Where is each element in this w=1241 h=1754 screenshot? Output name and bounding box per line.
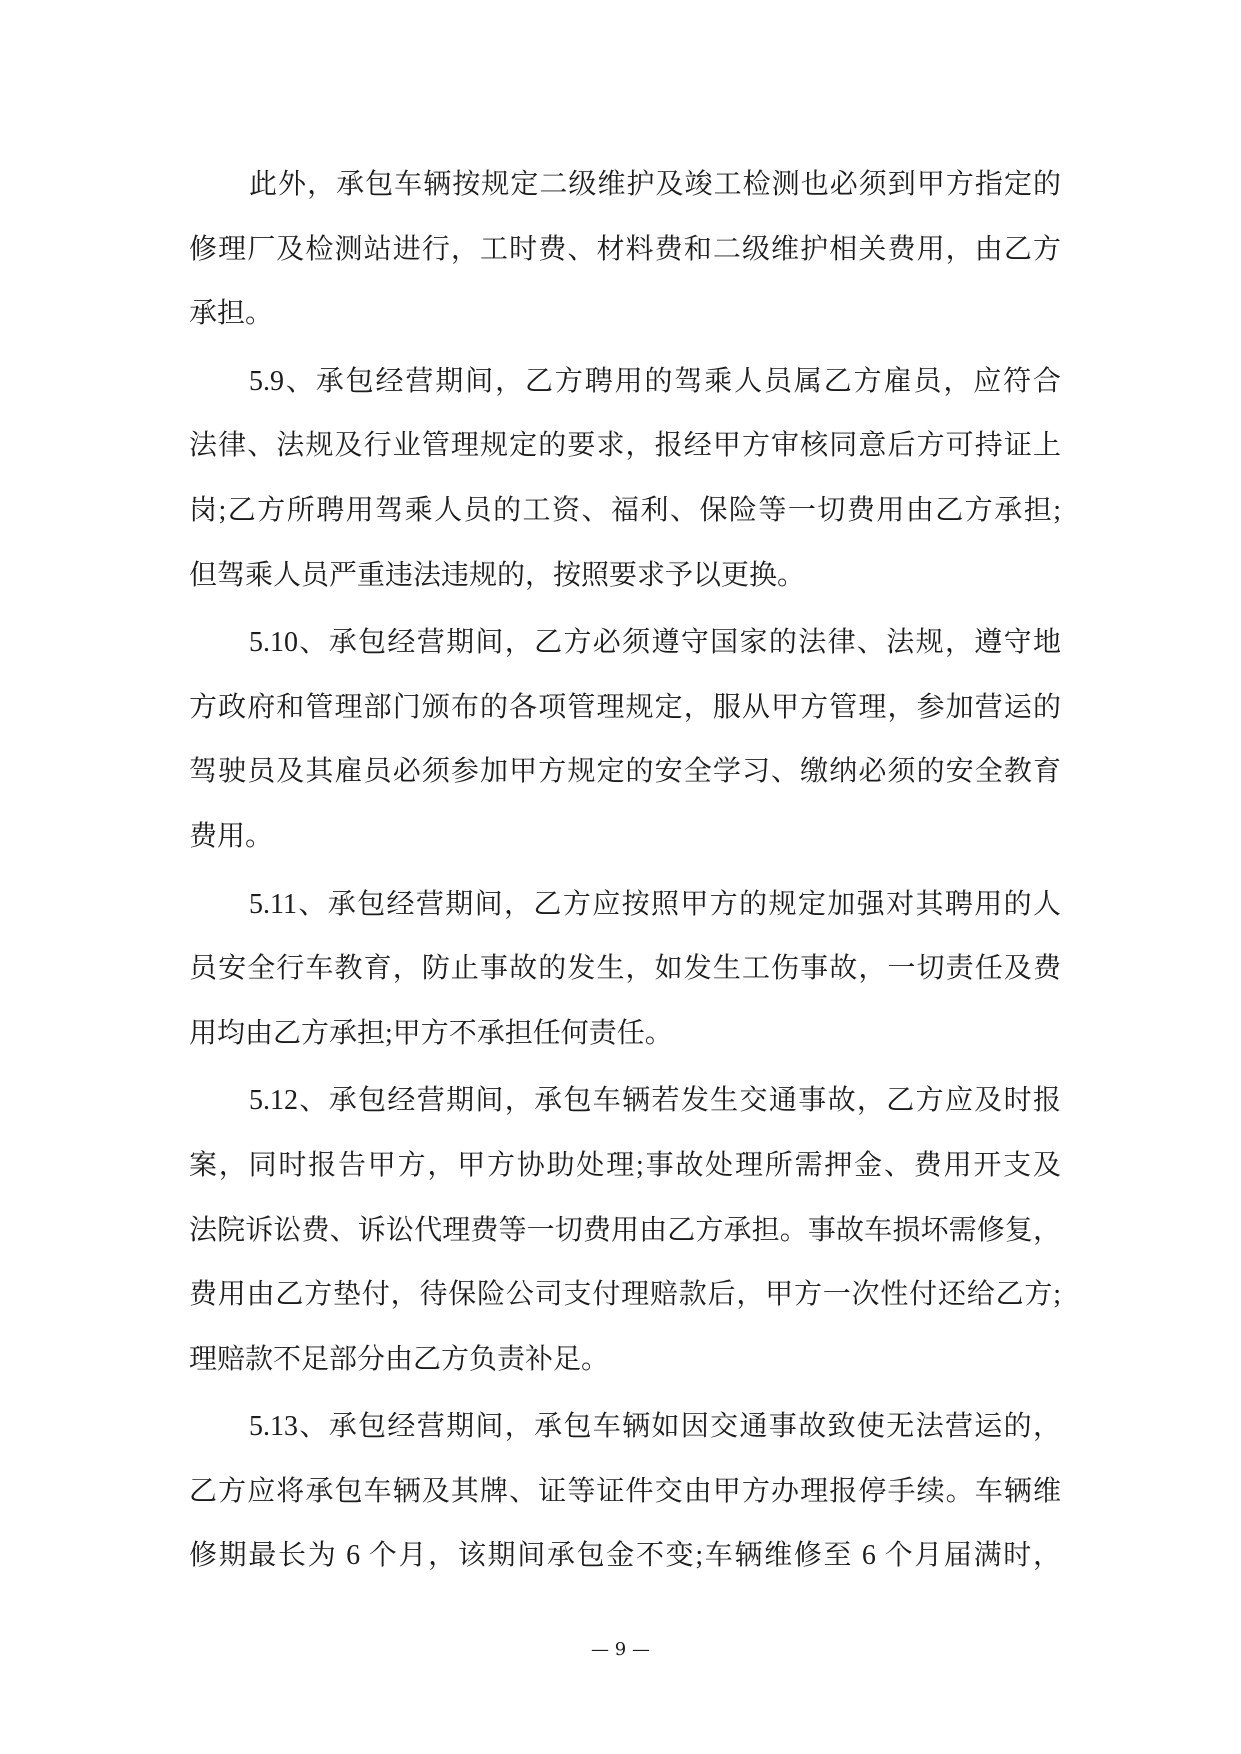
- text-line: 案，同时报告甲方，甲方协助处理;事故处理所需押金、费用开支及: [189, 1149, 1061, 1181]
- text-line: 5.9、承包经营期间，乙方聘用的驾乘人员属乙方雇员，应符合: [249, 365, 1061, 397]
- text-line: 岗;乙方所聘用驾乘人员的工资、福利、保险等一切费用由乙方承担;: [189, 494, 1061, 526]
- clause-5-12: [189, 1069, 1061, 1392]
- clause-5-13: [189, 1395, 1061, 1589]
- text-line: 费用由乙方垫付，待保险公司支付理赔款后，甲方一次性付还给乙方;: [189, 1279, 1061, 1311]
- text-line: 乙方应将承包车辆及其牌、证等证件交由甲方办理报停手续。车辆维: [189, 1475, 1061, 1507]
- text-line: 理赔款不足部分由乙方负责补足。: [189, 1343, 610, 1375]
- clause-5-11: [189, 873, 1061, 1067]
- text-line: 但驾乘人员严重违法违规的，按照要求予以更换。: [189, 559, 806, 591]
- text-line: 方政府和管理部门颁布的各项管理规定，服从甲方管理，参加营运的: [189, 691, 1061, 723]
- text-line: 员安全行车教育，防止事故的发生，如发生工伤事故，一切责任及费: [189, 953, 1061, 985]
- text-line: 费用。: [189, 820, 274, 852]
- clause-5-9: [189, 350, 1061, 608]
- text-line: 此外，承包车辆按规定二级维护及竣工检测也必须到甲方指定的: [249, 169, 1061, 200]
- text-line: 5.12、承包经营期间，承包车辆若发生交通事故，乙方应及时报: [249, 1085, 1061, 1117]
- clause-5-10: [189, 611, 1061, 869]
- text-line: 驾驶员及其雇员必须参加甲方规定的安全学习、缴纳必须的安全教育: [189, 756, 1061, 788]
- text-line: 用均由乙方承担;甲方不承担任何责任。: [189, 1017, 673, 1049]
- text-line: 5.13、承包经营期间，承包车辆如因交通事故致使无法营运的，: [249, 1411, 1061, 1443]
- page-number: — 9 —: [591, 1639, 650, 1660]
- text-line: 承担。: [189, 298, 274, 330]
- document-body: [189, 153, 1061, 1592]
- text-line: 法律、法规及行业管理规定的要求，报经甲方审核同意后方可持证上: [189, 430, 1061, 462]
- paragraph-maintenance: [189, 153, 1061, 347]
- text-line: 5.10、承包经营期间，乙方必须遵守国家的法律、法规，遵守地: [249, 627, 1061, 659]
- text-line: 法院诉讼费、诉讼代理费等一切费用由乙方承担。事故车损坏需修复，: [189, 1214, 1061, 1246]
- text-line: 5.11、承包经营期间，乙方应按照甲方的规定加强对其聘用的人: [249, 888, 1061, 920]
- text-line: 修期最长为 6 个月，该期间承包金不变;车辆维修至 6 个月届满时，: [189, 1540, 1061, 1572]
- text-line: 修理厂及检测站进行，工时费、材料费和二级维护相关费用，由乙方: [189, 233, 1061, 265]
